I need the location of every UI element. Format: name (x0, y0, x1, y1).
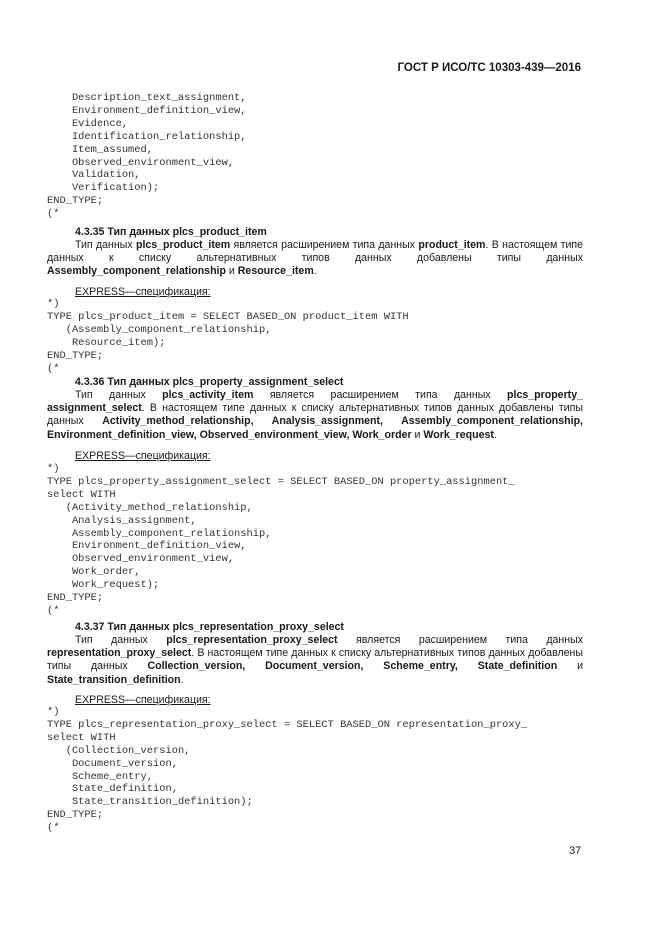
type-name: Assembly_component_relationship (47, 265, 226, 278)
para-text: . В настоящем типе данных к списку альтернативных типов данных добавлены типы данных (47, 647, 583, 673)
type-name: product_item (418, 239, 486, 251)
page-number: 37 (569, 845, 581, 857)
type-name: State_transition_definition (47, 673, 181, 686)
para-text: и (411, 428, 424, 441)
code-block-continuation: Description_text_assignment, Environment_definition_view, Evidence, Identification_relationship, Item_assumed, Observed_environment_view, Validation, Verification); END_TYPE; (* (47, 92, 247, 221)
section-heading-4-3-35: 4.3.35 Тип данных plcs_product_item (75, 226, 267, 238)
para-text: . (180, 673, 184, 686)
para-text: и (557, 660, 583, 673)
express-spec-label: EXPRESS—спецификация: (75, 450, 211, 462)
para-text: и (225, 265, 238, 278)
section-paragraph-4-3-37 (47, 634, 583, 687)
type-name: plcs_activity_item (162, 389, 254, 401)
para-text: Тип данных (75, 389, 163, 401)
section-paragraph-4-3-36 (47, 389, 583, 442)
para-text: является расширением типа данных (253, 389, 508, 401)
type-name: representation_proxy_select (47, 647, 192, 660)
type-name: plcs_product_item (135, 239, 231, 251)
code-block-plcs-property-assignment-select: *) TYPE plcs_property_assignment_select = SELECT BASED_ON property_assignment_ select WITH (Activity_method_relationship, Analysis_assignment, Assembly_component_relationship, Environment_definition_view, Observed_environment_view, Work_order, Work_request); END_TYPE; (* (47, 463, 515, 617)
section-paragraph-4-3-35 (47, 239, 583, 279)
type-name: Activity_method_relationship, Analysis_assignment, Assembly_component_relationship, Environment_definition_view, Observed_environment_view, Work_order (47, 415, 583, 441)
para-text: . (313, 265, 317, 278)
para-text: Тип данных (75, 239, 136, 251)
code-block-plcs-representation-proxy-select: *) TYPE plcs_representation_proxy_select = SELECT BASED_ON representation_proxy_ select WITH (Collection_version, Document_version, Scheme_entry, State_definition, State_transition_definition); END_TYPE; (* (47, 706, 528, 835)
type-name: plcs_representation_proxy_select (166, 634, 338, 646)
express-spec-label: EXPRESS—спецификация: (75, 694, 211, 706)
para-text: Тип данных (75, 634, 167, 646)
para-text: является расширением типа данных (230, 239, 419, 251)
section-heading-4-3-36: 4.3.36 Тип данных plcs_property_assignment_select (75, 376, 344, 388)
type-name: plcs_property_ assignment_select (47, 389, 583, 415)
section-heading-4-3-37: 4.3.37 Тип данных plcs_representation_proxy_select (75, 621, 344, 633)
para-text: является расширением типа данных (337, 634, 583, 646)
para-text: . В настоящем типе данных к списку альтернативных типов данных добавлены типы данных (47, 239, 583, 265)
code-block-plcs-product-item: *) TYPE plcs_product_item = SELECT BASED_ON product_item WITH (Assembly_component_relationship, Resource_item); END_TYPE; (* (47, 298, 409, 375)
type-name: Work_request (423, 428, 494, 441)
express-spec-label: EXPRESS—спецификация: (75, 286, 211, 298)
document-header: ГОСТ Р ИСО/ТС 10303-439—2016 (397, 62, 581, 74)
type-name: Collection_version, Document_version, Scheme_entry, State_definition (147, 660, 558, 673)
para-text: . В настоящем типе данных к списку альтернативных типов данных добавлены типы данных (47, 402, 583, 428)
type-name: Resource_item (237, 265, 314, 278)
para-text: . (493, 428, 497, 441)
